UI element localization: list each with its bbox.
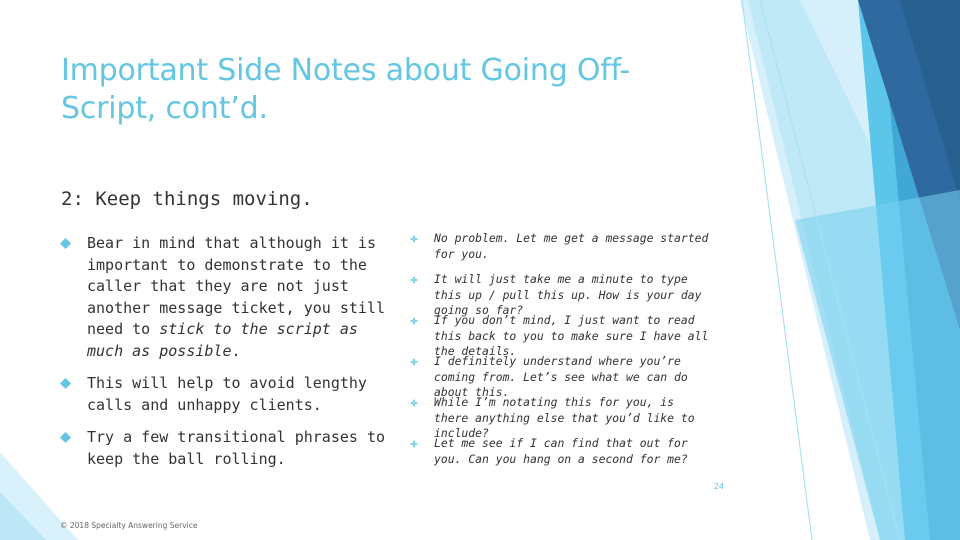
phrase-text: Let me see if I can find that out for you. Can you hang on a second for me? <box>434 436 688 466</box>
phrase-item <box>410 395 715 440</box>
phrase-item <box>410 272 715 317</box>
quad-diamond-bullet-icon <box>410 276 418 284</box>
bullet-text-end: . <box>231 341 241 360</box>
phrase-item <box>410 354 715 399</box>
bullet-text-start: Bear in mind that although it is important to demonstrate to the caller that they are not just another message ticket, you still need to <box>87 234 386 338</box>
quad-diamond-bullet-icon <box>410 235 418 243</box>
list-item <box>60 233 390 362</box>
phrase-text: No problem. Let me get a message started for you. <box>434 231 709 261</box>
main-bullet-list <box>60 233 390 470</box>
bullet-emphasis: stick to the script as much as possible <box>87 320 358 360</box>
phrase-text: I definitely understand where you’re coming from. Let’s see what we can do about this. <box>434 354 688 399</box>
phrase-item <box>410 436 715 477</box>
subheading: 2: Keep things moving. <box>61 188 313 210</box>
quad-diamond-bullet-icon <box>410 317 418 325</box>
phrase-text: If you don’t mind, I just want to read this back to you to make sure I have all the details. <box>434 313 709 358</box>
phrase-item <box>410 231 715 272</box>
list-item <box>60 373 390 416</box>
right-panel-overlay <box>795 190 960 540</box>
slide-title: Important Side Notes about Going Off-Script, cont’d. <box>61 53 631 126</box>
diamond-bullet-icon <box>60 238 71 249</box>
bullet-text: Try a few transitional phrases to keep the ball rolling. <box>87 428 386 468</box>
phrase-text: It will just take me a minute to type this up / pull this up. How is your day going so far? <box>434 272 702 317</box>
quad-diamond-bullet-icon <box>410 399 418 407</box>
slide-number: 24 <box>713 482 724 491</box>
diamond-bullet-icon <box>60 432 71 443</box>
footer-copyright: © 2018 Specialty Answering Service <box>60 521 198 530</box>
quad-diamond-bullet-icon <box>410 440 418 448</box>
quad-diamond-bullet-icon <box>410 358 418 366</box>
phrase-text: While I’m notating this for you, is there anything else that you’d like to include? <box>434 395 695 440</box>
list-item <box>60 427 390 470</box>
phrase-item <box>410 313 715 358</box>
bullet-text: This will help to avoid lengthy calls and unhappy clients. <box>87 374 367 414</box>
phrase-list <box>410 231 715 477</box>
diamond-bullet-icon <box>60 378 71 389</box>
